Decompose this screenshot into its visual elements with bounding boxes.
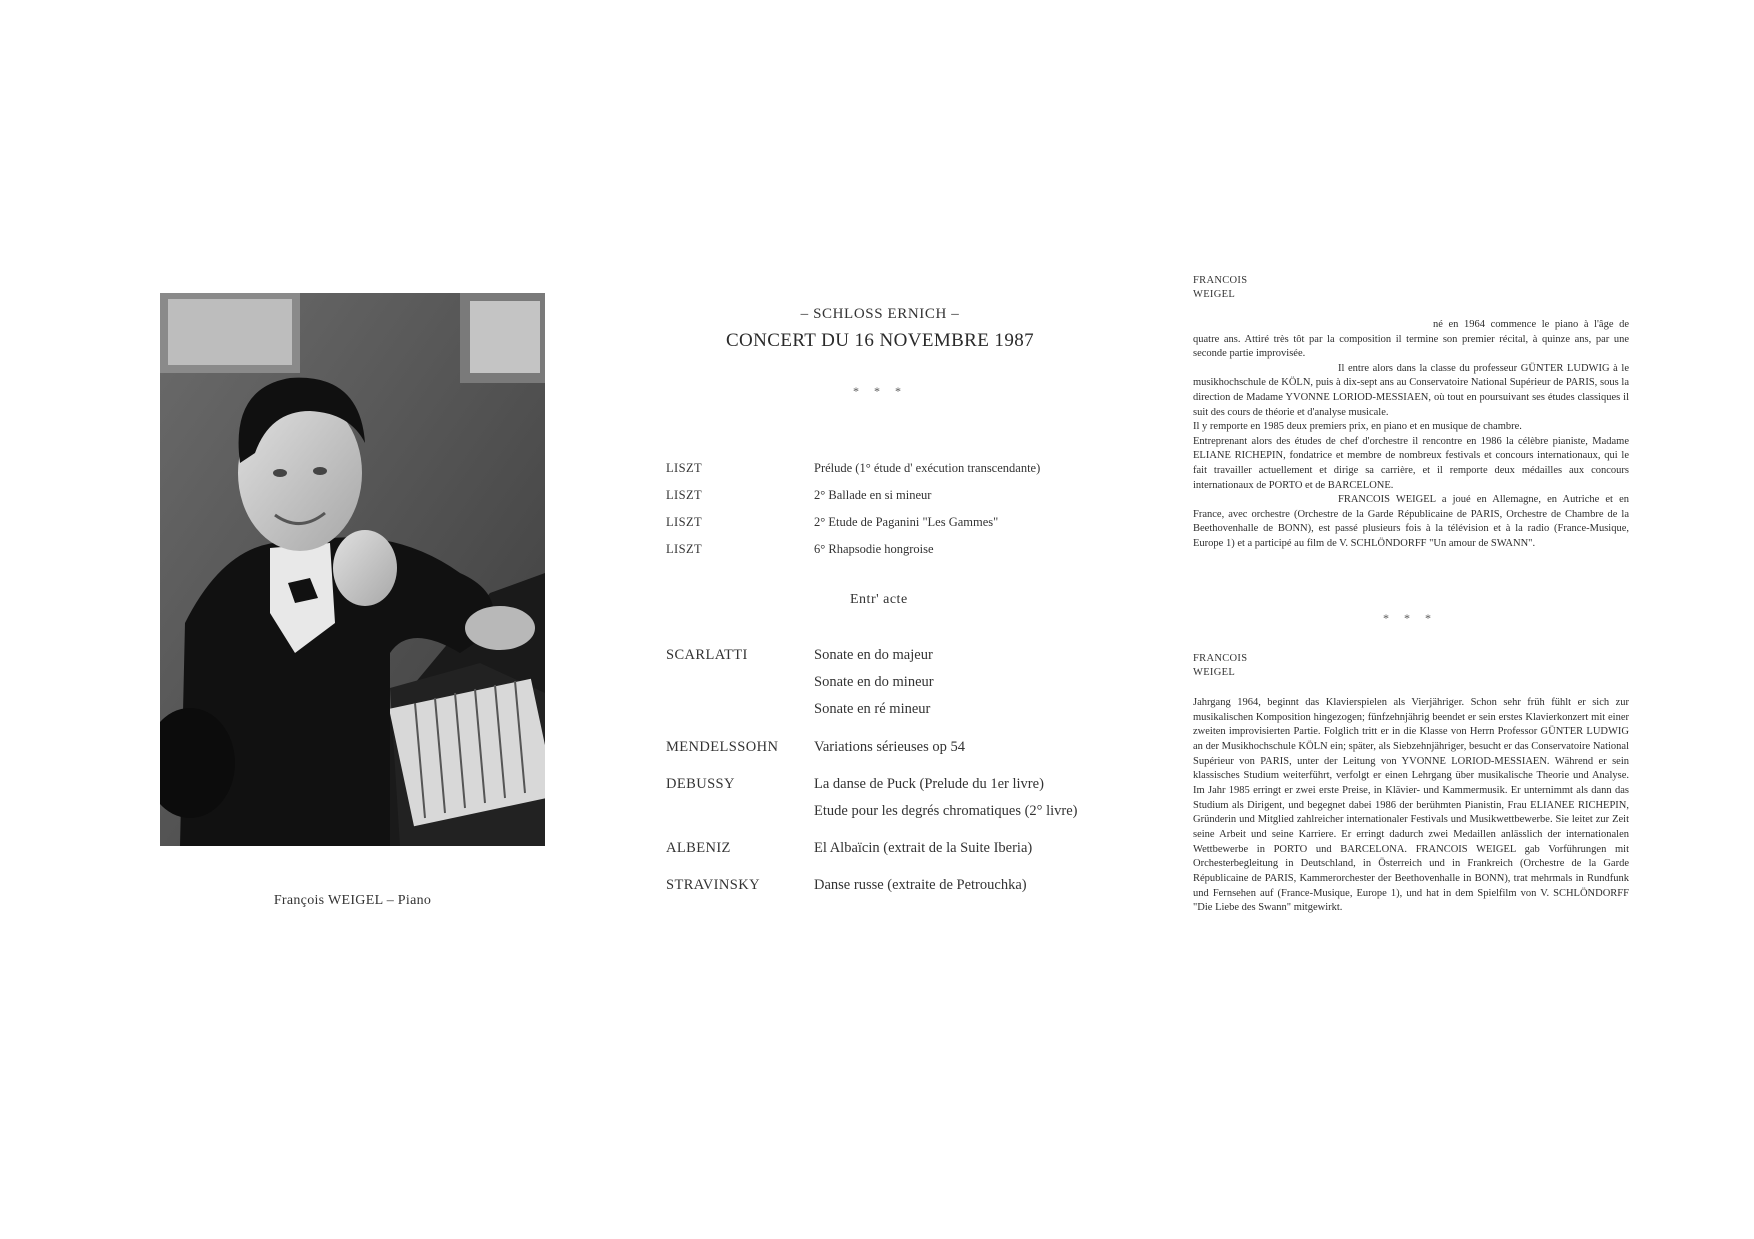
composer-name: LISZT bbox=[666, 542, 703, 556]
bio-heading-de: FRANCOIS WEIGEL bbox=[1193, 653, 1248, 678]
composer-name: LISZT bbox=[666, 461, 703, 475]
venue-title: – SCHLOSS ERNICH – bbox=[800, 306, 960, 322]
work-title: Sonate en do majeur bbox=[814, 647, 933, 663]
composer-name: SCARLATTI bbox=[666, 647, 748, 663]
work-title: 2° Etude de Paganini "Les Gammes" bbox=[814, 515, 999, 529]
bio-paragraph: né en 1964 commence le piano à l'âge de quatre ans. Attiré très tôt par la composition il termine son premier récital, à quinze ans, par une seconde partie improvisée. bbox=[1193, 319, 1629, 360]
separator-stars: * * * bbox=[1383, 611, 1437, 625]
concert-title: CONCERT DU 16 NOVEMBRE 1987 bbox=[725, 330, 1035, 351]
work-title: Etude pour les degrés chromatiques (2° livre) bbox=[814, 803, 1078, 819]
bio-text-german bbox=[1193, 696, 1629, 916]
work-title: Sonate en ré mineur bbox=[814, 701, 931, 717]
bio-paragraph: FRANCOIS WEIGEL a joué en Allemagne, en Autriche et en France, avec orchestre (Orchestre de la Garde Républicaine de PARIS, Orchestre de Chambre de la Beethovenhalle de BONN), est passé plusieurs fois à la télévision et à la radio (France-Musique, Europe 1) et a participé au film de V. SCHLÖNDORFF "Un amour de SWANN". bbox=[1193, 494, 1629, 549]
work-title: La danse de Puck (Prelude du 1er livre) bbox=[814, 776, 1044, 792]
separator-stars: * * * bbox=[853, 384, 907, 398]
pianist-photo-image bbox=[160, 293, 545, 846]
work-title: Sonate en do mineur bbox=[814, 674, 934, 690]
bio-heading-fr: FRANCOIS WEIGEL bbox=[1193, 275, 1248, 300]
work-title: El Albaïcin (extrait de la Suite Iberia) bbox=[814, 840, 1033, 856]
work-title: 6° Rhapsodie hongroise bbox=[814, 542, 934, 556]
intermission-label: Entr' acte bbox=[850, 592, 908, 607]
bio-paragraph: Entreprenant alors des études de chef d'orchestre il rencontre en 1986 la célèbre pianiste, Madame ELIANE RICHEPIN, fondatrice et membre de nombreux festivals et concours internationaux, qui le fait travailler actuellement et dirige sa carrière, et il remporte deux médailles aux concours internationaux de PORTO et de BARCELONE. bbox=[1193, 435, 1629, 491]
bio-paragraph: Il y remporte en 1985 deux premiers prix, en piano et en musique de chambre. bbox=[1193, 421, 1522, 433]
bio-text-french bbox=[1193, 318, 1629, 552]
work-title: Prélude (1° étude d' exécution transcendante) bbox=[814, 461, 1041, 475]
work-title: Danse russe (extraite de Petrouchka) bbox=[814, 877, 1027, 893]
work-title: Variations sérieuses op 54 bbox=[814, 739, 966, 755]
composer-name: MENDELSSOHN bbox=[666, 739, 779, 755]
composer-name: DEBUSSY bbox=[666, 776, 735, 792]
work-title: 2° Ballade en si mineur bbox=[814, 488, 932, 502]
composer-name: LISZT bbox=[666, 515, 703, 529]
composer-name: LISZT bbox=[666, 488, 703, 502]
bio-paragraph: Jahrgang 1964, beginnt das Klavierspielen als Vierjähriger. Schon sehr früh fühlt er sich zur musikalischen Komposition hingezogen; fünfzehnjährig beendet er sein erstes Klavierkonzert mit einer zweiten improvisierten Partie. Folglich tritt er in die Klasse von Herrn Professor GÜNTER LUDWIG an der Musikhochschule KÖLN ein; später, als Siebzehnjähriger, besucht er das Conservatoire National Supérieur von PARIS, unter der Leitung von YVONNE LORIOD-MESSIAEN. Während er sein klassisches Studium weiterführt, verfolgt er einen Lehrgang über musikalische Theorie und Analyse. Im Jahr 1985 erringt er zwei erste Preise, in Klävier- und Kammermusik. Er unternimmt als dann das Studium als Dirigent, und begegnet dabei 1986 der berühmten Pianistin, Frau ELIANEE RICHEPIN, Gründerin und Mitglied zahlreicher internationaler Festivals und Musikwettbewerbe. Sie leitet zur Zeit seine Arbeit und seine Karriere. Er erringt dadurch zwei Medaillen anlässlich der internationalen Wettbewerbe in PORTO und BARCELONA. FRANCOIS WEIGEL gab Vorführungen mit Orchesterbegleitung in Deutschland, in Österreich und in Frankreich (Orchestre de la Garde Républicaine de PARIS, Kammerorchester der Beethovenhalle in BONN), trat mehrmals in Rundfunk und Fernsehen auf (France-Musique, Europe 1), und hat in dem Spielfilm von V. SCHLÖNDORFF "Die Liebe des Swann" mitgewirkt. bbox=[1193, 697, 1629, 914]
composer-name: ALBENIZ bbox=[666, 840, 731, 856]
composer-name: STRAVINSKY bbox=[666, 877, 760, 893]
pianist-photo bbox=[160, 293, 545, 846]
bio-paragraph: Il entre alors dans la classe du professeur GÜNTER LUDWIG à le musikhochschule de KÖLN, puis à dix-sept ans au Conservatoire National Supérieur de PARIS, sous la direction de Madame YVONNE LORIOD-MESSIAEN, où tout en poursuivant ses études classiques il suit des cours de théorie et d'analyse musicale. bbox=[1193, 362, 1629, 418]
photo-caption: François WEIGEL – Piano bbox=[273, 893, 432, 908]
